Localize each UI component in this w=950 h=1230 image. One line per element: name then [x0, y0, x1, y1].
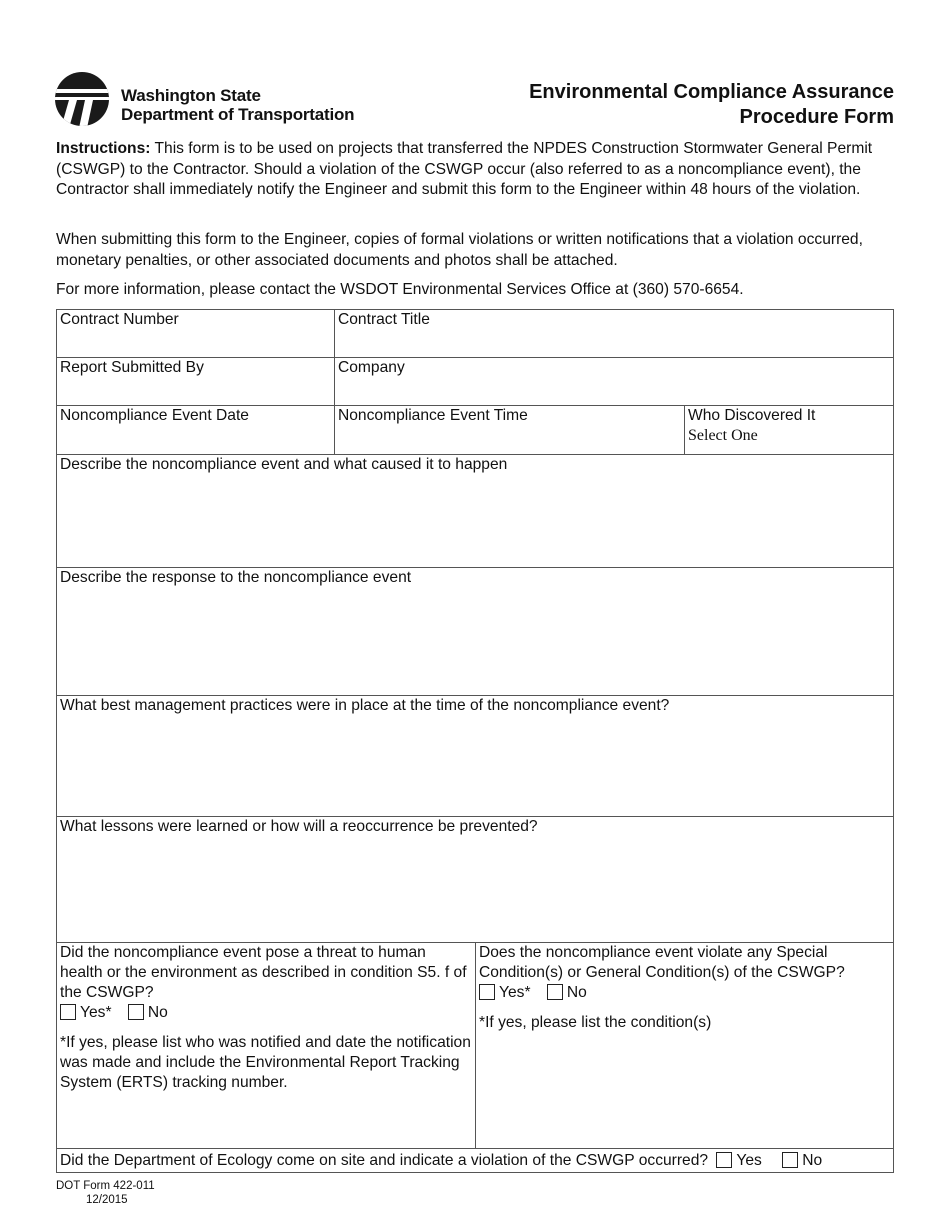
- violate-yes-checkbox[interactable]: [479, 984, 495, 1000]
- form-number: DOT Form 422-011: [56, 1180, 155, 1192]
- agency-line-1: Washington State: [121, 86, 261, 105]
- company-field[interactable]: [335, 358, 893, 405]
- violate-question: Does the noncompliance event violate any Special Condition(s) or General Condition(s) of the CSWGP?: [479, 944, 845, 981]
- who-discovered-field: [685, 406, 893, 454]
- who-discovered-label: Who Discovered It: [688, 407, 816, 424]
- bmp-field[interactable]: [57, 696, 893, 816]
- compliance-form-table: [56, 309, 894, 1173]
- ecology-yes-label: Yes: [736, 1152, 762, 1169]
- violate-note: *If yes, please list the condition(s): [479, 1014, 712, 1031]
- describe-event-field[interactable]: [57, 455, 893, 567]
- ecology-question: Did the Department of Ecology come on site and indicate a violation of the CSWGP occurred?: [60, 1152, 709, 1169]
- ecology-section: [57, 1151, 893, 1173]
- who-discovered-select[interactable]: Select One: [688, 427, 758, 444]
- agency-line-2: Department of Transportation: [121, 105, 355, 124]
- company-label: Company: [338, 359, 405, 376]
- wsdot-logo: [55, 70, 390, 128]
- instructions-text: This form is to be used on projects that transferred the NPDES Construction Stormwater General Permit (CSWGP) to the Contractor. Should a violation of the CSWGP occur (also referred to as a noncompliance event), the Contractor shall immediately notify the Engineer and submit this form to the Engineer within 48 hours of the violation.: [56, 140, 873, 198]
- report-submitted-by-label: Report Submitted By: [60, 359, 204, 376]
- violate-yes-label: Yes*: [499, 984, 531, 1001]
- threat-yes-checkbox[interactable]: [60, 1004, 76, 1020]
- threat-yes-label: Yes*: [80, 1004, 112, 1021]
- event-time-field[interactable]: [335, 406, 684, 454]
- ecology-no-checkbox[interactable]: [782, 1152, 798, 1168]
- contract-number-label: Contract Number: [60, 311, 179, 328]
- attachments-paragraph: When submitting this form to the Engineer, copies of formal violations or written notifications that a violation occurred, monetary penalties, or other associated documents and photos shall be attached.: [56, 231, 863, 269]
- describe-response-label: Describe the response to the noncompliance event: [60, 569, 412, 586]
- contact-paragraph: For more information, please contact the WSDOT Environmental Services Office at (360) 570-6654.: [56, 281, 744, 298]
- describe-response-field[interactable]: [57, 568, 893, 695]
- threat-note: *If yes, please list who was notified and date the notification was made and include the Environmental Report Tracking System (ERTS) tracking number.: [60, 1034, 471, 1091]
- contract-number-field[interactable]: [57, 310, 334, 357]
- form-title: Environmental Compliance Assurance Procedure Form: [529, 81, 894, 128]
- ecology-no-label: No: [802, 1152, 823, 1169]
- threat-no-checkbox[interactable]: [128, 1004, 144, 1020]
- contract-title-field[interactable]: [335, 310, 893, 357]
- bmp-label: What best management practices were in place at the time of the noncompliance event?: [60, 697, 670, 714]
- violation-section: [476, 943, 893, 1148]
- report-submitted-by-field[interactable]: [57, 358, 334, 405]
- contract-title-label: Contract Title: [338, 311, 430, 328]
- threat-question: Did the noncompliance event pose a threat to human health or the environment as described in condition S5. f of the CSWGP?: [60, 944, 467, 1001]
- threat-no-label: No: [147, 1004, 168, 1021]
- violate-no-checkbox[interactable]: [547, 984, 563, 1000]
- describe-event-label: Describe the noncompliance event and what caused it to happen: [60, 456, 508, 473]
- lessons-label: What lessons were learned or how will a reoccurrence be prevented?: [60, 818, 538, 835]
- form-footer: [56, 1179, 155, 1207]
- instructions-label: Instructions:: [56, 140, 151, 157]
- ecology-yes-checkbox[interactable]: [716, 1152, 732, 1168]
- violate-no-label: No: [566, 984, 587, 1001]
- event-date-field[interactable]: [57, 406, 334, 454]
- event-date-label: Noncompliance Event Date: [60, 407, 249, 424]
- wsdot-emblem-icon: [55, 70, 109, 128]
- threat-section: [57, 943, 475, 1148]
- event-time-label: Noncompliance Event Time: [338, 407, 528, 424]
- lessons-field[interactable]: [57, 817, 893, 942]
- instructions-paragraph: [56, 139, 896, 201]
- form-revision: 12/2015: [86, 1194, 128, 1206]
